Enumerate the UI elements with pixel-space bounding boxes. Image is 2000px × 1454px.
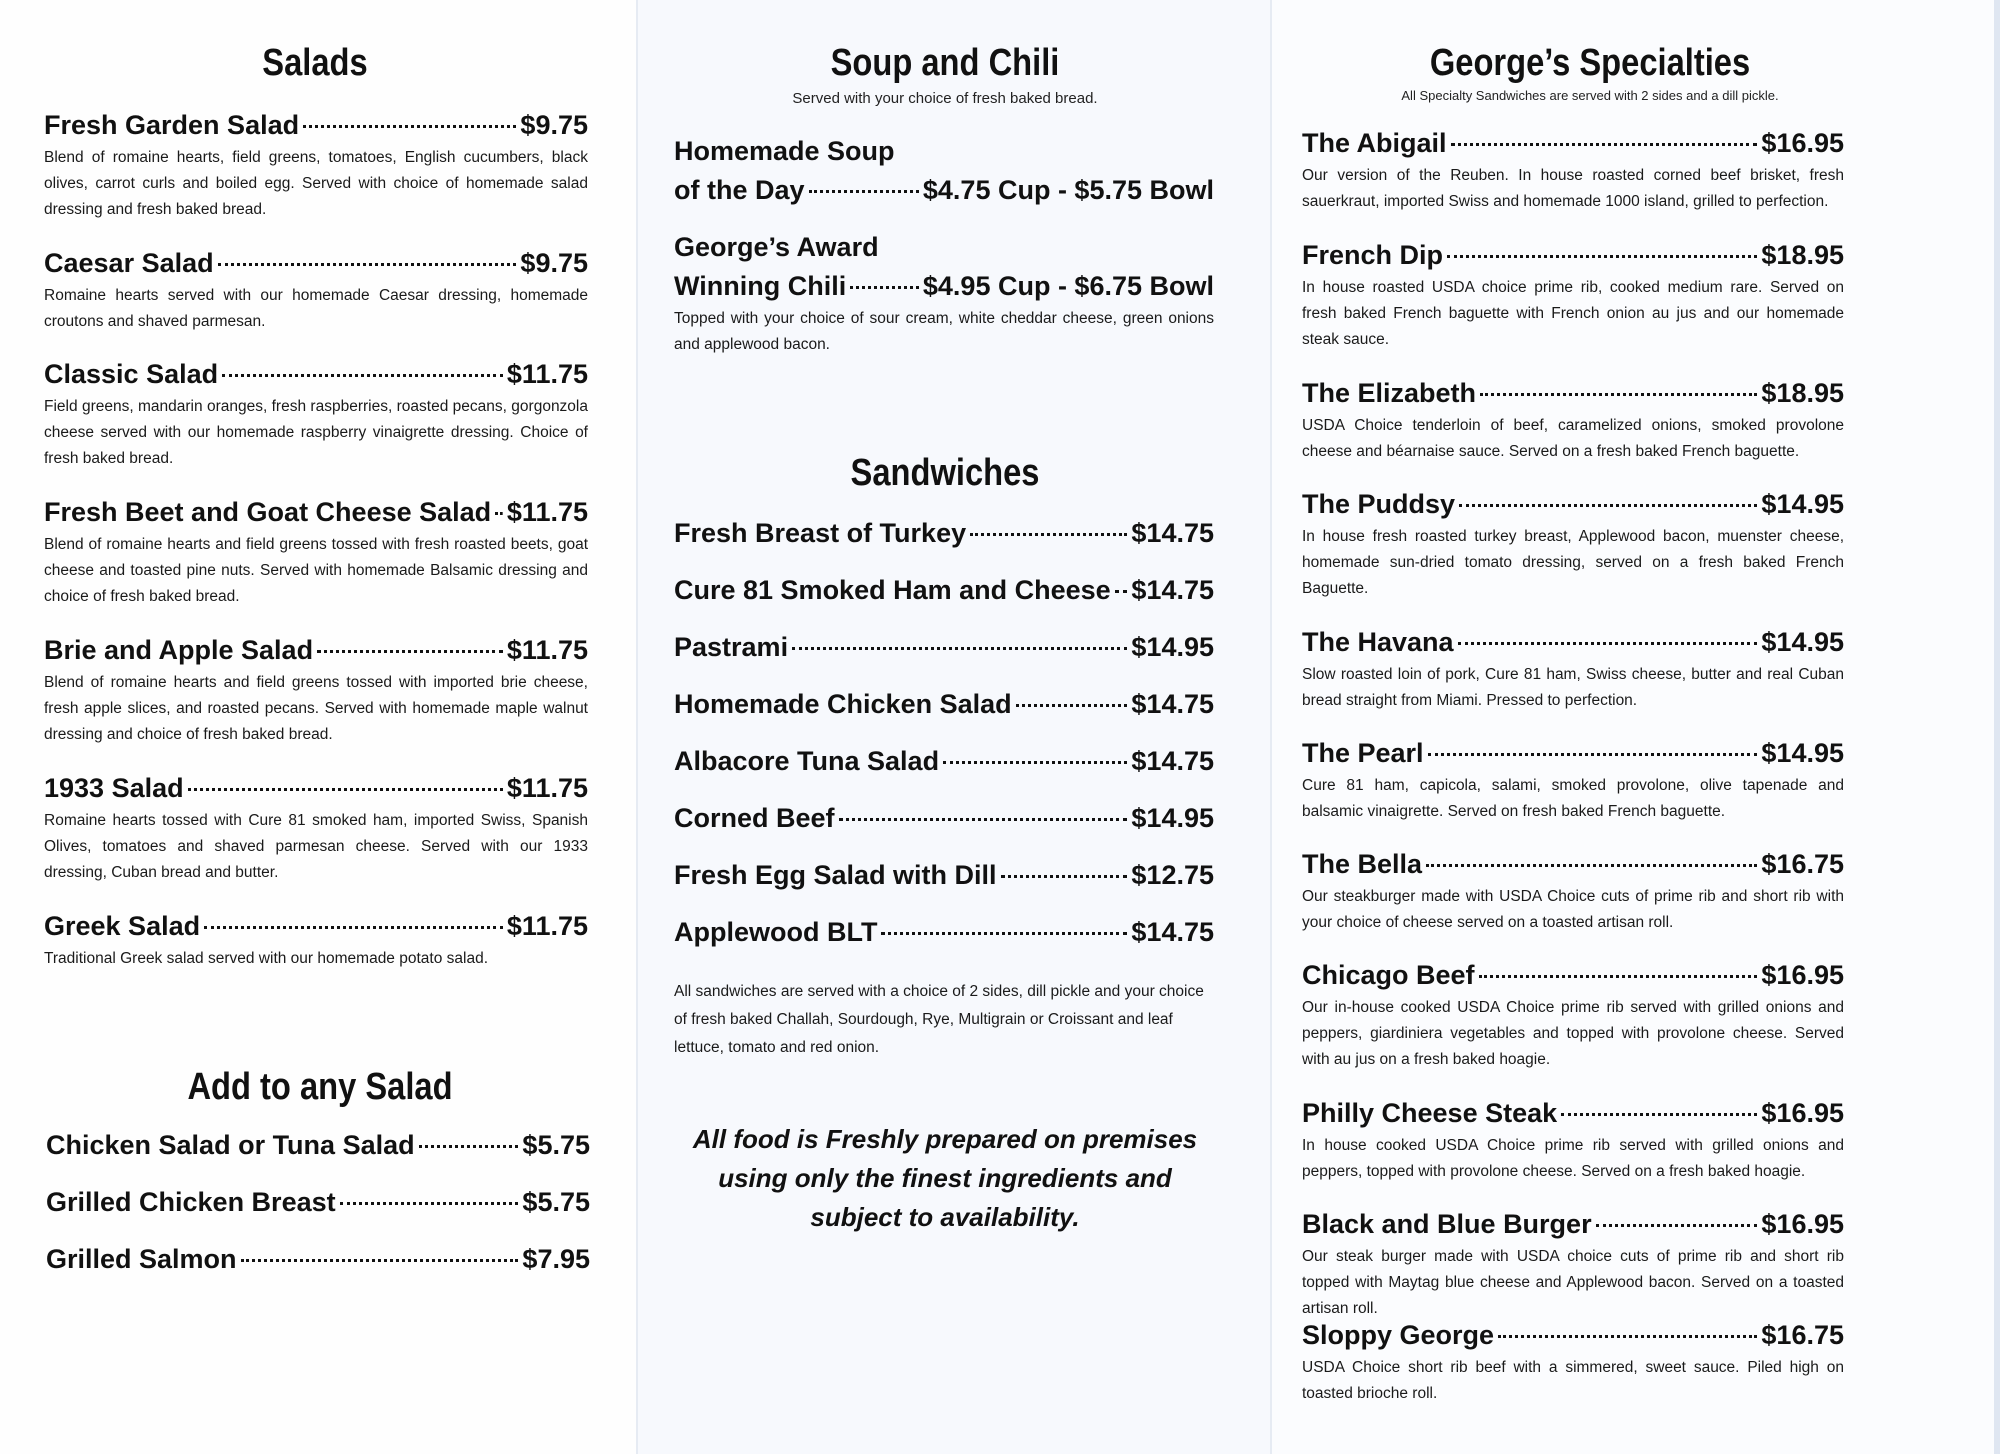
leader-dots xyxy=(1426,864,1757,867)
item-name: Pastrami xyxy=(674,632,789,662)
item-name: The Elizabeth xyxy=(1302,378,1477,408)
item-description: Our steakburger made with USDA Choice cuts of prime rib and short rib with your choice of cheese served on a toasted artisan roll. xyxy=(1302,888,1844,931)
leader-dots xyxy=(419,1145,519,1148)
leader-dots xyxy=(1016,704,1128,707)
item-name: French Dip xyxy=(1302,240,1444,270)
item-description: USDA Choice tenderloin of beef, caramelized onions, smoked provolone cheese and béarnaise sauce. Served on a fresh baked French baguette. xyxy=(1302,417,1844,460)
item-price: $12.75 xyxy=(1131,860,1214,890)
item-description: USDA Choice short rib beef with a simmered, sweet sauce. Piled high on toasted brioche roll. xyxy=(1302,1359,1844,1402)
item-description: Traditional Greek salad served with our homemade potato salad. xyxy=(44,950,488,967)
specialty-item xyxy=(1302,489,1844,602)
leader-dots xyxy=(970,533,1127,536)
item-description: Our steak burger made with USDA choice cuts of prime rib and short rib topped with Maytag blue cheese and Applewood bacon. Served on a toasted artisan roll. xyxy=(1302,1248,1844,1317)
menu-item xyxy=(44,248,588,335)
item-price: $5.75 xyxy=(522,1130,590,1160)
item-name: The Bella xyxy=(1302,849,1423,879)
leader-dots xyxy=(317,650,503,653)
item-name: Philly Cheese Steak xyxy=(1302,1098,1558,1128)
page-edge xyxy=(1994,0,2000,1454)
item-price: $4.95 Cup - $6.75 Bowl xyxy=(922,271,1214,301)
leader-dots xyxy=(340,1202,519,1205)
leader-dots xyxy=(839,818,1128,821)
item-price: $16.95 xyxy=(1761,128,1844,158)
item-description: In house cooked USDA Choice prime rib served with grilled onions and peppers, topped with provolone cheese. Served on a fresh baked hoagie. xyxy=(1302,1137,1844,1180)
addon-item xyxy=(46,1187,590,1218)
specialty-item xyxy=(1302,1098,1844,1185)
specialty-item xyxy=(1302,240,1844,353)
item-price: $14.95 xyxy=(1761,738,1844,768)
item-name: Homemade Chicken Salad xyxy=(674,689,1012,719)
sandwich-item xyxy=(674,803,1214,834)
item-name: Fresh Garden Salad xyxy=(44,110,300,140)
item-description: Slow roasted loin of pork, Cure 81 ham, Swiss cheese, butter and real Cuban bread straight from Miami. Pressed to perfection. xyxy=(1302,666,1844,709)
item-name: Black and Blue Burger xyxy=(1302,1209,1592,1239)
leader-dots xyxy=(1596,1224,1758,1227)
menu-item xyxy=(44,359,588,472)
leader-dots xyxy=(495,512,503,515)
sandwich-item xyxy=(674,632,1214,663)
item-price: $16.75 xyxy=(1761,1320,1844,1350)
leader-dots xyxy=(792,647,1127,650)
item-name: Fresh Beet and Goat Cheese Salad xyxy=(44,497,492,527)
item-description: Blend of romaine hearts and field greens tossed with fresh roasted beets, goat cheese and toasted pine nuts. Served with homemade Balsamic dressing and choice of fresh baked bread. xyxy=(44,536,588,605)
leader-dots xyxy=(1001,875,1128,878)
sandwich-item xyxy=(674,860,1214,891)
specialties-title: George’s Specialties xyxy=(1429,42,1751,84)
item-price: $11.75 xyxy=(506,773,588,803)
item-description: Our in-house cooked USDA Choice prime rib served with grilled onions and peppers, giardiniera vegetables and topped with provolone cheese. Served with au jus on a fresh baked hoagie. xyxy=(1302,999,1844,1068)
item-description: Cure 81 ham, capicola, salami, smoked provolone, olive tapenade and balsamic vinaigrette. Served on fresh baked French baguette. xyxy=(1302,777,1844,820)
item-name-line2: Winning Chili xyxy=(674,271,847,301)
item-price: $14.75 xyxy=(1131,917,1214,947)
addon-item xyxy=(46,1130,590,1161)
leader-dots xyxy=(204,926,503,929)
item-description: Blend of romaine hearts, field greens, tomatoes, English cucumbers, black olives, carrot curls and boiled egg. Served with choice of homemade salad dressing and fresh baked bread. xyxy=(44,149,588,218)
item-price: $14.95 xyxy=(1131,632,1214,662)
item-price: $14.75 xyxy=(1131,575,1214,605)
item-name: The Havana xyxy=(1302,627,1454,657)
item-name: Grilled Chicken Breast xyxy=(46,1187,336,1217)
item-description: In house fresh roasted turkey breast, Applewood bacon, muenster cheese, homemade sun-dried tomato dressing, served on a fresh baked French Baguette. xyxy=(1302,528,1844,597)
leader-dots xyxy=(1479,975,1758,978)
item-price: $16.95 xyxy=(1761,1209,1844,1239)
item-price: $18.95 xyxy=(1761,378,1844,408)
fresh-food-note: All food is Freshly prepared on premises using only the finest ingredients and subject to availability. xyxy=(692,1124,1198,1232)
item-name: Sloppy George xyxy=(1302,1320,1495,1350)
item-description: Blend of romaine hearts and field greens tossed with imported brie cheese, fresh apple slices, and roasted pecans. Served with homemade maple walnut dressing and choice of fresh baked bread. xyxy=(44,674,588,743)
item-name: Chicken Salad or Tuna Salad xyxy=(46,1130,415,1160)
leader-dots xyxy=(1115,590,1128,593)
soup-item xyxy=(674,232,1214,358)
item-name: 1933 Salad xyxy=(44,773,184,803)
sandwich-item xyxy=(674,917,1214,948)
specialties-subtitle: All Specialty Sandwiches are served with 2 sides and a dill pickle. xyxy=(1401,88,1779,103)
item-description: Romaine hearts tossed with Cure 81 smoked ham, imported Swiss, Spanish Olives, tomatoes and shaved parmesan cheese. Served with our 1933 dressing, Cuban bread and butter. xyxy=(44,812,588,881)
leader-dots xyxy=(1428,753,1758,756)
sandwich-item xyxy=(674,746,1214,777)
fold-line xyxy=(636,0,638,1454)
sandwich-item xyxy=(674,575,1214,606)
leader-dots xyxy=(1458,642,1758,645)
salads-title: Salads xyxy=(262,42,368,84)
leader-dots xyxy=(1459,504,1757,507)
leader-dots xyxy=(188,788,503,791)
leader-dots xyxy=(1451,143,1758,146)
item-price: $16.95 xyxy=(1761,960,1844,990)
menu-item xyxy=(44,497,588,610)
addon-item xyxy=(46,1244,590,1275)
leader-dots xyxy=(881,932,1127,935)
leader-dots xyxy=(222,374,503,377)
specialty-item xyxy=(1302,849,1844,936)
item-price: $14.75 xyxy=(1131,746,1214,776)
item-name: Fresh Egg Salad with Dill xyxy=(674,860,997,890)
item-price: $14.95 xyxy=(1131,803,1214,833)
sandwiches-title: Sandwiches xyxy=(850,452,1040,494)
item-price: $11.75 xyxy=(506,635,588,665)
leader-dots xyxy=(1561,1113,1757,1116)
item-price: $5.75 xyxy=(522,1187,590,1217)
fold-line xyxy=(1270,0,1272,1454)
item-price: $11.75 xyxy=(506,911,588,941)
item-price: $18.95 xyxy=(1761,240,1844,270)
specialty-item xyxy=(1302,378,1844,465)
item-description: Field greens, mandarin oranges, fresh raspberries, roasted pecans, gorgonzola cheese served with our homemade raspberry vinaigrette dressing. Choice of fresh baked bread. xyxy=(44,398,588,467)
item-description: Topped with your choice of sour cream, white cheddar cheese, green onions and applewood bacon. xyxy=(674,310,1214,353)
item-name: The Pearl xyxy=(1302,738,1424,768)
sandwich-item xyxy=(674,689,1214,720)
item-price: $11.75 xyxy=(506,359,588,389)
menu-item xyxy=(44,110,588,223)
item-name: Classic Salad xyxy=(44,359,219,389)
item-price: $4.75 Cup - $5.75 Bowl xyxy=(922,175,1214,205)
specialty-item xyxy=(1302,627,1844,714)
add-to-salad-title: Add to any Salad xyxy=(187,1066,453,1108)
item-description: Our version of the Reuben. In house roasted corned beef brisket, fresh sauerkraut, imported Swiss and homemade 1000 island, grilled to perfection. xyxy=(1302,167,1844,210)
leader-dots xyxy=(1447,255,1757,258)
item-name: Grilled Salmon xyxy=(46,1244,237,1274)
leader-dots xyxy=(1498,1335,1757,1338)
menu-item xyxy=(44,911,588,972)
leader-dots xyxy=(1480,393,1757,396)
leader-dots xyxy=(241,1259,519,1262)
item-price: $9.75 xyxy=(520,110,588,140)
leader-dots xyxy=(943,761,1127,764)
menu-item xyxy=(44,635,588,748)
item-name-line1: George’s Award xyxy=(674,232,879,262)
item-name: Cure 81 Smoked Ham and Cheese xyxy=(674,575,1111,605)
menu-item xyxy=(44,773,588,886)
item-name: Brie and Apple Salad xyxy=(44,635,314,665)
item-name-line2: of the Day xyxy=(674,175,805,205)
item-name: The Puddsy xyxy=(1302,489,1456,519)
item-name: Caesar Salad xyxy=(44,248,214,278)
leader-dots xyxy=(303,125,516,128)
item-description: Romaine hearts served with our homemade Caesar dressing, homemade croutons and shaved parmesan. xyxy=(44,287,588,330)
item-name: Albacore Tuna Salad xyxy=(674,746,940,776)
soup-item xyxy=(674,136,1214,206)
item-description: In house roasted USDA choice prime rib, cooked medium rare. Served on fresh baked French baguette with French onion au jus and our homemade steak sauce. xyxy=(1302,279,1844,348)
item-name: Greek Salad xyxy=(44,911,201,941)
leader-dots xyxy=(809,190,919,193)
item-price: $7.95 xyxy=(522,1244,590,1274)
item-price: $14.75 xyxy=(1131,518,1214,548)
item-name-line1: Homemade Soup xyxy=(674,136,895,166)
soup-subtitle: Served with your choice of fresh baked bread. xyxy=(792,90,1098,107)
item-name: Applewood BLT xyxy=(674,917,878,947)
leader-dots xyxy=(218,263,517,266)
item-price: $14.75 xyxy=(1131,689,1214,719)
item-name: The Abigail xyxy=(1302,128,1447,158)
item-price: $9.75 xyxy=(520,248,588,278)
item-name: Fresh Breast of Turkey xyxy=(674,518,967,548)
item-price: $11.75 xyxy=(506,497,588,527)
item-price: $14.95 xyxy=(1761,627,1844,657)
specialty-item xyxy=(1302,738,1844,825)
leader-dots xyxy=(850,286,919,289)
item-name: Chicago Beef xyxy=(1302,960,1475,990)
sandwich-note: All sandwiches are served with a choice of 2 sides, dill pickle and your choice of fresh baked Challah, Sourdough, Rye, Multigrain or Croissant and leaf lettuce, tomato and red onion. xyxy=(674,983,1204,1056)
specialty-item xyxy=(1302,960,1844,1073)
item-price: $14.95 xyxy=(1761,489,1844,519)
specialty-item xyxy=(1302,1320,1844,1407)
item-name: Corned Beef xyxy=(674,803,835,833)
specialty-item xyxy=(1302,1209,1844,1322)
soup-title: Soup and Chili xyxy=(830,42,1060,84)
item-price: $16.75 xyxy=(1761,849,1844,879)
sandwich-item xyxy=(674,518,1214,549)
specialty-item xyxy=(1302,128,1844,215)
item-price: $16.95 xyxy=(1761,1098,1844,1128)
